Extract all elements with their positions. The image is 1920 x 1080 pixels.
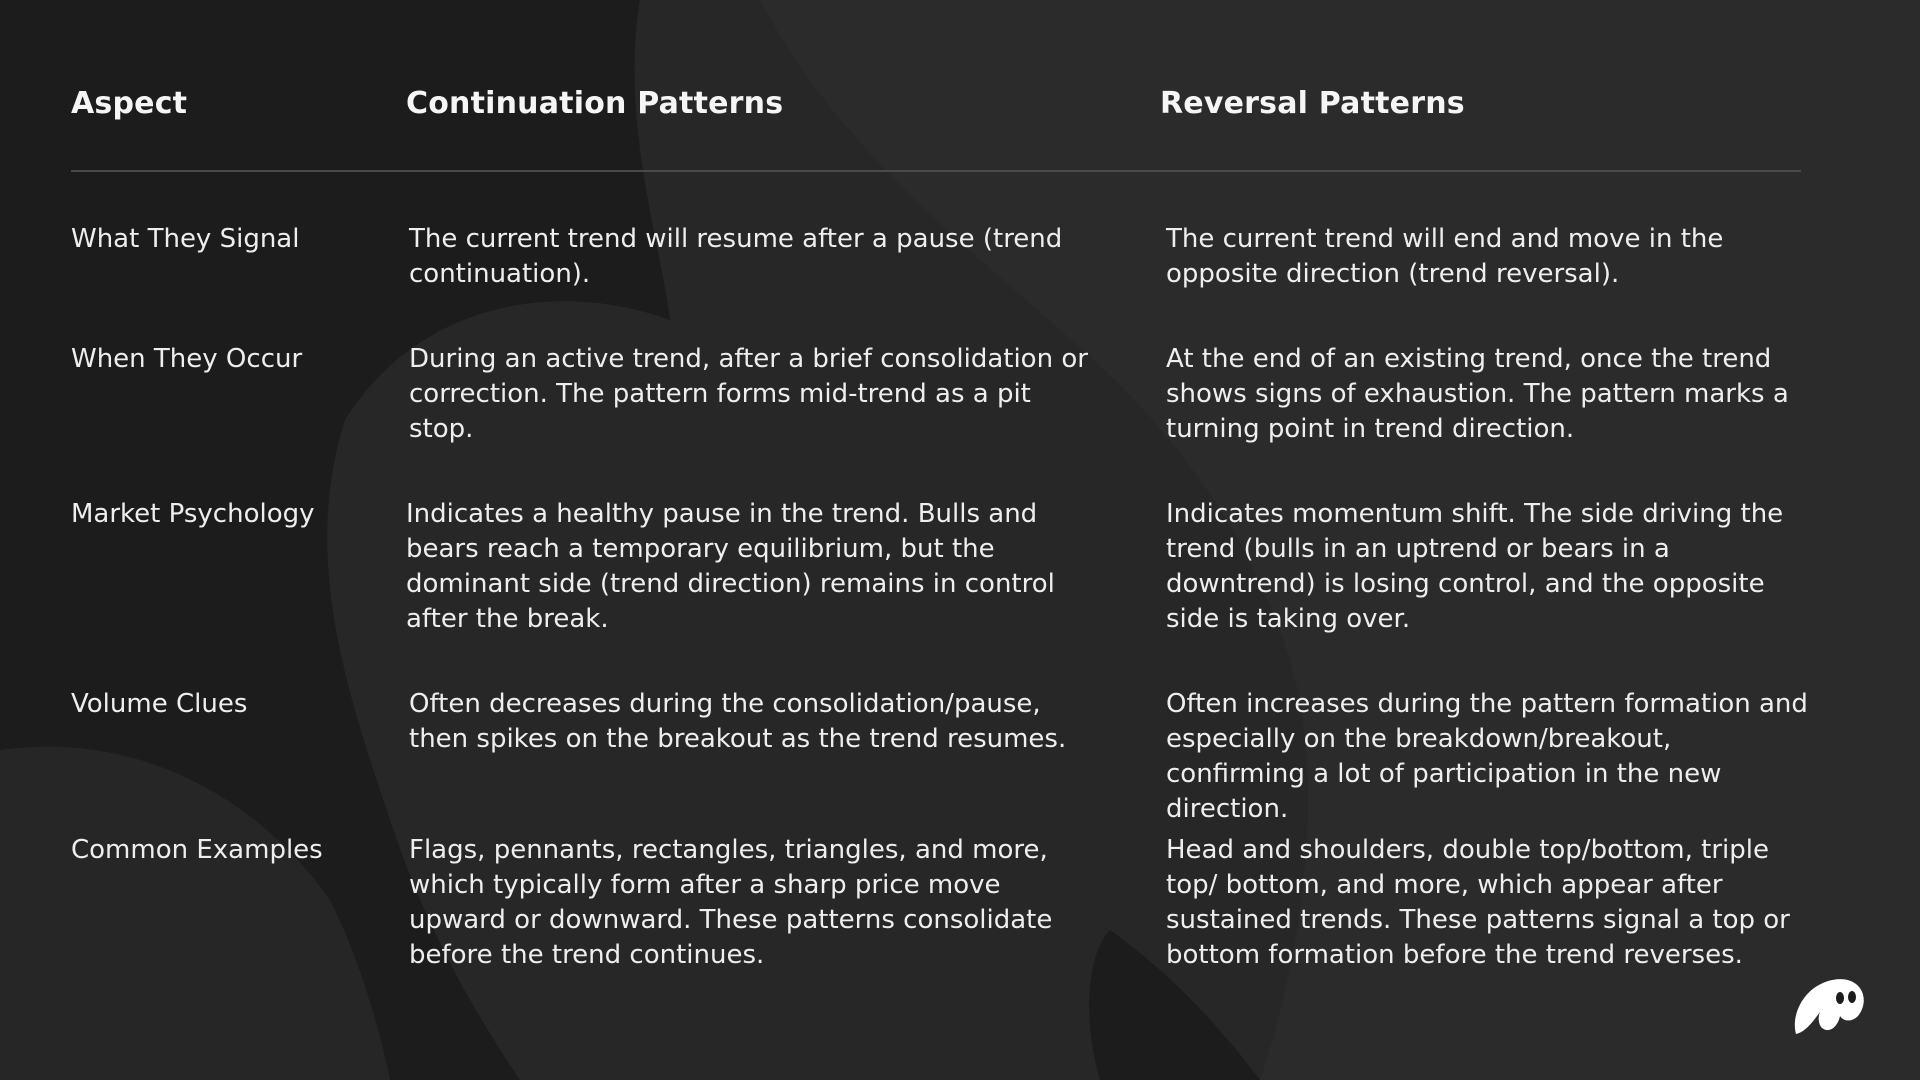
header-aspect: Aspect — [71, 86, 188, 121]
row-aspect: Volume Clues — [71, 689, 248, 719]
ghost-logo-icon — [1790, 970, 1870, 1040]
row-reversal: Often increases during the pattern formation and especially on the breakdown/breakout, confirming a lot of participation in the new direction. — [1166, 689, 1808, 824]
table-header-row — [71, 86, 1801, 126]
row-continuation: Often decreases during the consolidation/pause, then spikes on the breakout as the trend resumes. — [409, 689, 1067, 754]
row-aspect: Common Examples — [71, 835, 323, 865]
row-reversal: Indicates momentum shift. The side driving the trend (bulls in an uptrend or bears in a downtrend) is losing control, and the opposite side is taking over. — [1166, 499, 1784, 634]
row-aspect: What They Signal — [71, 224, 300, 254]
row-continuation: The current trend will resume after a pause (trend continuation). — [409, 224, 1063, 289]
header-reversal: Reversal Patterns — [1160, 86, 1465, 121]
row-continuation: During an active trend, after a brief consolidation or correction. The pattern forms mid-trend as a pit stop. — [409, 344, 1088, 444]
row-reversal: The current trend will end and move in the opposite direction (trend reversal). — [1166, 224, 1724, 289]
header-continuation: Continuation Patterns — [406, 86, 784, 121]
row-reversal: At the end of an existing trend, once the trend shows signs of exhaustion. The pattern marks a turning point in trend direction. — [1166, 344, 1789, 444]
header-divider — [71, 170, 1801, 172]
row-continuation: Indicates a healthy pause in the trend. Bulls and bears reach a temporary equilibrium, but the dominant side (trend direction) remains in control after the break. — [406, 499, 1055, 634]
row-aspect: When They Occur — [71, 344, 303, 374]
row-aspect: Market Psychology — [71, 499, 315, 529]
row-reversal: Head and shoulders, double top/bottom, triple top/ bottom, and more, which appear after sustained trends. These patterns signal a top or bottom formation before the trend reverses. — [1166, 835, 1790, 970]
row-continuation: Flags, pennants, rectangles, triangles, and more, which typically form after a sharp price move upward or downward. These patterns consolidate before the trend continues. — [409, 835, 1053, 970]
